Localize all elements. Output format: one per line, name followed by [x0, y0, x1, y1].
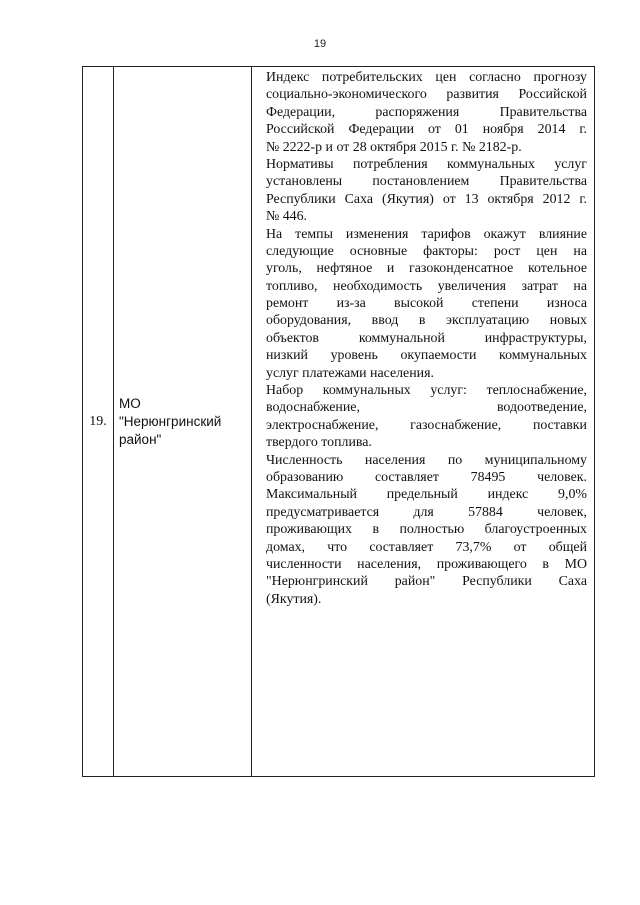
description-line: Численность населения по муниципальному: [266, 452, 587, 468]
description-cell: [252, 67, 595, 777]
description-line: электроснабжение, газоснабжение, поставки: [266, 417, 587, 433]
description-line: На темпы изменения тарифов окажут влияние: [266, 226, 587, 242]
description-line: Набор коммунальных услуг: теплоснабжение,: [266, 383, 587, 399]
municipality-cell: [114, 67, 252, 777]
description-line: объектов коммунальной инфраструктуры,: [266, 330, 587, 346]
description-line: численности населения, проживающего в МО: [266, 556, 587, 572]
municipality-name-line: "Нерюнгринский: [119, 413, 222, 429]
description-line: Федерации, распоряжения Правительства: [266, 104, 587, 120]
description-line: № 446.: [266, 209, 308, 225]
description-line: домах, что составляет 73,7% от общей: [266, 539, 587, 555]
description-line: ремонт из-за высокой степени износа: [266, 296, 587, 312]
municipality-name: [114, 395, 251, 449]
description-line: Индекс потребительских цен согласно прогнозу: [266, 70, 587, 85]
municipality-name-line: МО: [119, 395, 141, 411]
description-paragraph: [266, 156, 587, 226]
description-line: уголь, нефтяное и газоконденсатное котельное: [266, 261, 587, 277]
description-line: проживающих в полностью благоустроенных: [266, 522, 587, 538]
description-line: (Якутия).: [266, 591, 322, 607]
description-line: Нормативы потребления коммунальных услуг: [266, 156, 587, 172]
description-line: твердого топлива.: [266, 435, 372, 451]
description-line: низкий уровень окупаемости коммунальных: [266, 348, 587, 364]
description-line: образованию составляет 78495 человек.: [266, 469, 587, 485]
description-line: оборудования, ввод в эксплуатацию новых: [266, 313, 587, 329]
description-line: "Нерюнгринский район" Республики Саха: [266, 574, 587, 590]
description-line: № 2222-р и от 28 октября 2015 г. № 2182-р.: [266, 139, 522, 155]
description-line: социально-экономического развития Российской: [266, 87, 587, 103]
description-line: предусматривается для 57884 человек,: [266, 504, 587, 520]
description-text: [252, 67, 594, 608]
description-line: Российской Федерации от 01 ноября 2014 г.: [266, 122, 587, 138]
description-paragraph: [266, 69, 587, 156]
description-line: топливо, необходимость увеличения затрат на: [266, 278, 587, 294]
description-line: Республики Саха (Якутия) от 13 октября 2012 г.: [266, 191, 587, 207]
description-line: установлены постановлением Правительства: [266, 174, 587, 190]
description-line: Максимальный предельный индекс 9,0%: [266, 487, 587, 503]
description-line: услуг платежами населения.: [266, 365, 434, 381]
page-number: 19: [313, 38, 327, 50]
description-paragraph: [266, 226, 587, 383]
description-paragraph: [266, 452, 587, 609]
description-line: водоснабжение, водоотведение,: [266, 400, 587, 416]
row-number: 19.: [89, 413, 107, 429]
description-line: следующие основные факторы: рост цен на: [266, 243, 587, 259]
municipality-name-line: район": [119, 431, 162, 447]
description-paragraph: [266, 382, 587, 452]
row-number-cell: [83, 67, 114, 777]
tariff-table: [82, 66, 595, 777]
table-row: [83, 67, 595, 777]
